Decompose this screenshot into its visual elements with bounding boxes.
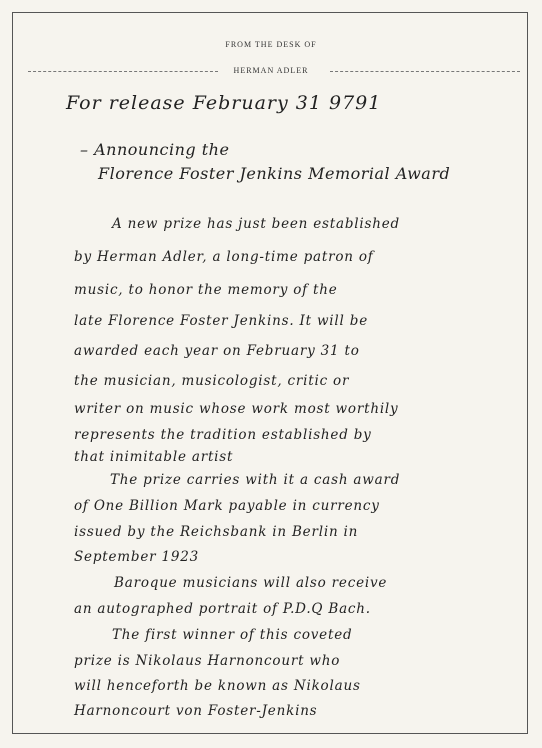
body-line: writer on music whose work most worthily <box>74 401 399 417</box>
body-line: of One Billion Mark payable in currency <box>74 498 380 514</box>
body-line: music, to honor the memory of the <box>74 282 338 298</box>
body-line: that inimitable artist <box>74 449 234 465</box>
body-line: The first winner of this coveted <box>112 627 353 643</box>
body-line: The prize carries with it a cash award <box>110 472 401 488</box>
body-line: the musician, musicologist, critic or <box>74 373 350 389</box>
body-line: awarded each year on February 31 to <box>74 343 360 359</box>
body-line: an autographed portrait of P.D.Q Bach. <box>74 601 371 617</box>
body-line: Harnoncourt von Foster-Jenkins <box>74 703 318 719</box>
letterhead-name: HERMAN ADLER <box>233 66 309 75</box>
body-line: late Florence Foster Jenkins. It will be <box>74 313 368 329</box>
body-line: prize is Nikolaus Harnoncourt who <box>74 653 341 669</box>
body-line: Baroque musicians will also receive <box>114 575 388 591</box>
release-date-line: For release February 31 9791 <box>66 92 382 114</box>
body-line: issued by the Reichsbank in Berlin in <box>74 524 359 540</box>
body-line: will henceforth be known as Nikolaus <box>74 678 361 694</box>
announcement-line-1: – Announcing the <box>80 140 230 159</box>
letterhead-rule-right <box>330 71 520 72</box>
body-line: A new prize has just been established <box>112 216 400 232</box>
letterhead-from: FROM THE DESK OF <box>225 40 317 49</box>
announcement-line-2: Florence Foster Jenkins Memorial Award <box>98 164 451 183</box>
body-line: represents the tradition established by <box>74 427 372 443</box>
body-line: by Herman Adler, a long-time patron of <box>74 249 374 265</box>
body-line: September 1923 <box>74 549 200 565</box>
